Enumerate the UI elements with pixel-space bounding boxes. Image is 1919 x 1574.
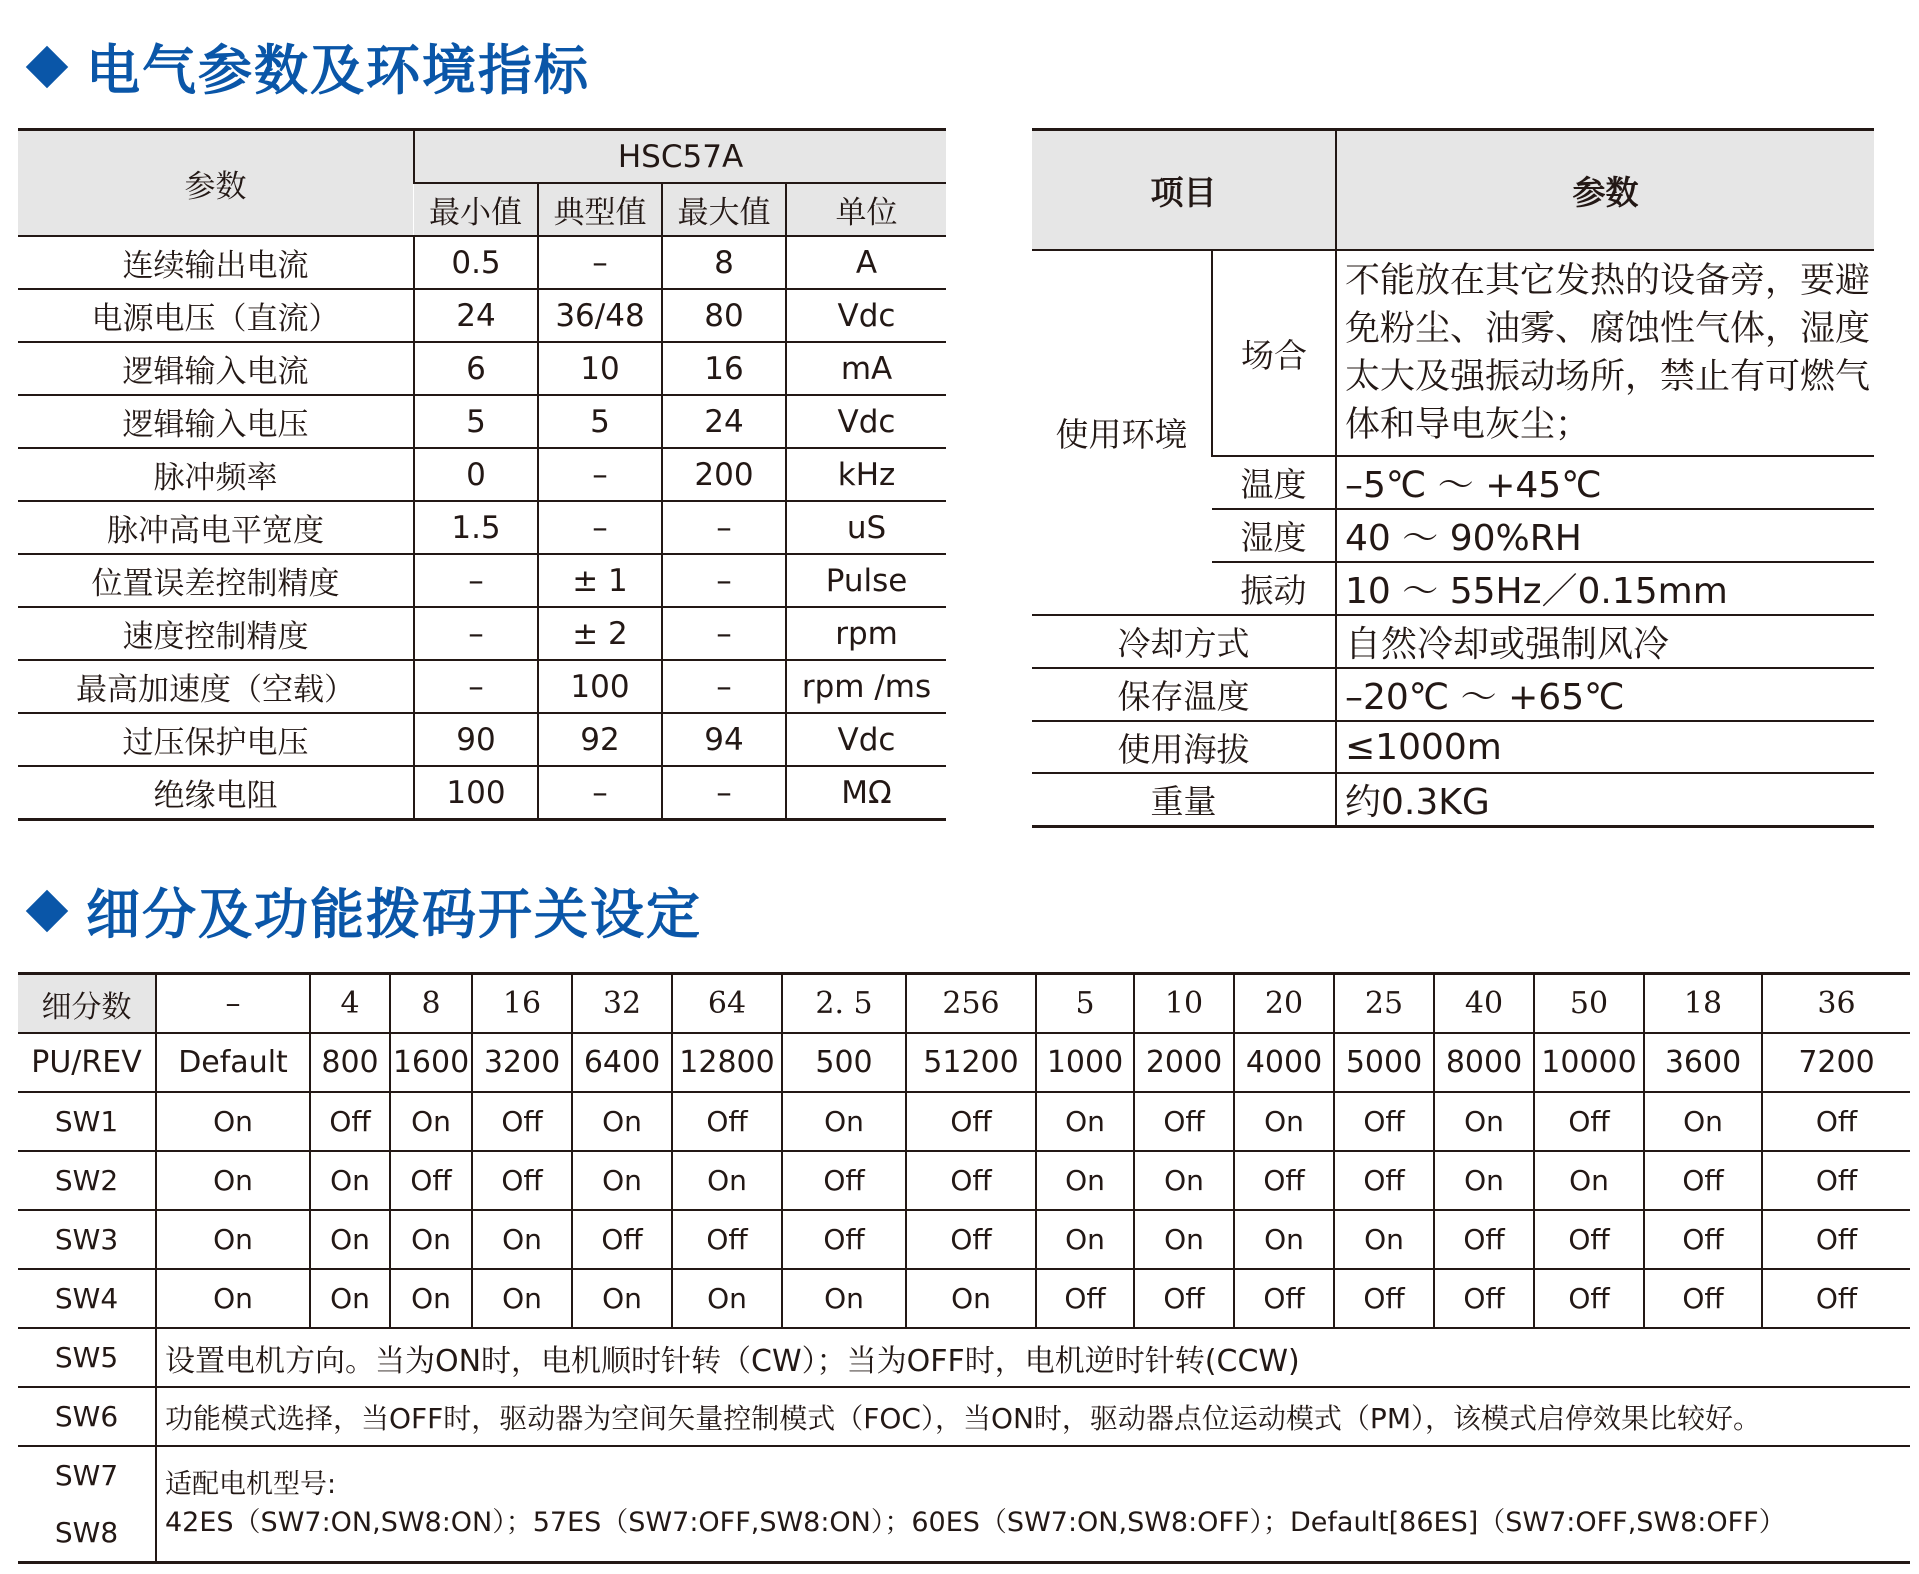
section-heading-dip: [22, 872, 702, 949]
model-header: HSC57A: [414, 130, 946, 184]
switch-state-cell: On: [1434, 1092, 1534, 1151]
table-row: [18, 1210, 1910, 1269]
cell-typ: 5: [538, 395, 662, 448]
cell-unit: Pulse: [786, 554, 946, 607]
table-row: [18, 1387, 1910, 1446]
cell-max: 24: [662, 395, 786, 448]
switch-state-cell: Off: [1534, 1210, 1644, 1269]
cell-min: –: [414, 554, 538, 607]
table-row: [18, 1092, 1910, 1151]
pu-cell: 5000: [1334, 1033, 1434, 1092]
switch-state-cell: On: [1036, 1092, 1134, 1151]
subdiv-cell: –: [156, 974, 310, 1034]
subdiv-cell: 40: [1434, 974, 1534, 1034]
pu-cell: 500: [782, 1033, 906, 1092]
table-row: [18, 395, 946, 448]
env-row-label: 重量: [1032, 773, 1336, 827]
env-sub-label: 温度: [1212, 456, 1336, 509]
switch-state-cell: Off: [782, 1210, 906, 1269]
subdiv-cell: 10: [1134, 974, 1234, 1034]
cell-unit: Vdc: [786, 289, 946, 342]
subdiv-cell: 50: [1534, 974, 1644, 1034]
switch-state-cell: On: [906, 1269, 1036, 1328]
subdiv-cell: 16: [472, 974, 572, 1034]
cell-typ: 10: [538, 342, 662, 395]
sw5-label: SW5: [18, 1328, 156, 1387]
switch-state-cell: On: [390, 1210, 472, 1269]
switch-state-cell: On: [1534, 1151, 1644, 1210]
cell-name: 逻辑输入电流: [18, 342, 414, 395]
switch-state-cell: On: [782, 1269, 906, 1328]
switch-state-cell: On: [1434, 1151, 1534, 1210]
switch-state-cell: Off: [1334, 1092, 1434, 1151]
switch-state-cell: Off: [672, 1210, 782, 1269]
section-title: 电气参数及环境指标: [86, 39, 590, 102]
pu-cell: 1600: [390, 1033, 472, 1092]
pu-cell: 800: [310, 1033, 390, 1092]
env-group-label: 使用环境: [1032, 250, 1212, 615]
cell-unit: MΩ: [786, 766, 946, 820]
table-row: [18, 1151, 1910, 1210]
cell-max: –: [662, 501, 786, 554]
switch-state-cell: On: [156, 1092, 310, 1151]
switch-state-cell: On: [1036, 1151, 1134, 1210]
env-sub-label: 振动: [1212, 562, 1336, 615]
switch-state-cell: Off: [672, 1092, 782, 1151]
subdiv-cell: 25: [1334, 974, 1434, 1034]
switch-state-cell: Off: [1534, 1092, 1644, 1151]
sw5-description: 设置电机方向。当为ON时，电机顺时针转（CW）；当为OFF时，电机逆时针转(CCW): [156, 1328, 1910, 1387]
pu-cell: 1000: [1036, 1033, 1134, 1092]
switch-state-cell: Off: [1762, 1210, 1910, 1269]
cell-unit: mA: [786, 342, 946, 395]
pu-cell: 7200: [1762, 1033, 1910, 1092]
switch-state-cell: Off: [906, 1151, 1036, 1210]
cell-typ: 92: [538, 713, 662, 766]
switch-state-cell: On: [310, 1151, 390, 1210]
cell-typ: –: [538, 766, 662, 820]
cell-name: 速度控制精度: [18, 607, 414, 660]
pu-cell: 51200: [906, 1033, 1036, 1092]
cell-unit: uS: [786, 501, 946, 554]
switch-state-cell: Off: [1762, 1092, 1910, 1151]
pu-cell: 10000: [1534, 1033, 1644, 1092]
table-row: [18, 448, 946, 501]
cell-unit: A: [786, 236, 946, 289]
switch-state-cell: On: [310, 1269, 390, 1328]
cell-typ: –: [538, 236, 662, 289]
cell-min: 5: [414, 395, 538, 448]
diamond-bullet-icon: [26, 889, 68, 931]
subdiv-cell: 8: [390, 974, 472, 1034]
pu-cell: 8000: [1434, 1033, 1534, 1092]
switch-state-cell: On: [672, 1151, 782, 1210]
switch-state-cell: Off: [390, 1151, 472, 1210]
cell-name: 最高加速度（空载）: [18, 660, 414, 713]
cell-name: 位置误差控制精度: [18, 554, 414, 607]
switch-state-cell: Off: [310, 1092, 390, 1151]
cell-min: 6: [414, 342, 538, 395]
cell-unit: rpm: [786, 607, 946, 660]
cell-min: –: [414, 607, 538, 660]
table-row: [18, 974, 1910, 1034]
subdiv-cell: 4: [310, 974, 390, 1034]
cell-unit: Vdc: [786, 713, 946, 766]
switch-state-cell: Off: [906, 1210, 1036, 1269]
col-header-unit: 单位: [786, 183, 946, 236]
cell-typ: –: [538, 501, 662, 554]
electrical-parameter-table: [18, 128, 946, 821]
item-header: 项目: [1032, 130, 1336, 251]
cell-max: –: [662, 554, 786, 607]
cell-min: –: [414, 660, 538, 713]
cell-max: 94: [662, 713, 786, 766]
cell-typ: –: [538, 448, 662, 501]
switch-state-cell: On: [156, 1269, 310, 1328]
cell-max: 16: [662, 342, 786, 395]
subdiv-label: 细分数: [18, 974, 156, 1034]
switch-state-cell: On: [156, 1210, 310, 1269]
sw7-label: SW7: [54, 1459, 119, 1492]
occasion-value: 不能放在其它发热的设备旁，要避免粉尘、油雾、腐蚀性气体，湿度太大及强振动场所，禁止有可燃气体和导电灰尘；: [1336, 250, 1874, 456]
env-row-value: –20℃ ～ +65℃: [1336, 668, 1874, 721]
pu-cell: 4000: [1234, 1033, 1334, 1092]
table-row: [18, 660, 946, 713]
env-row-label: 冷却方式: [1032, 615, 1336, 668]
subdiv-cell: 20: [1234, 974, 1334, 1034]
cell-name: 绝缘电阻: [18, 766, 414, 820]
switch-state-cell: Off: [1134, 1269, 1234, 1328]
table-row: [18, 236, 946, 289]
pu-cell: 6400: [572, 1033, 672, 1092]
switch-state-cell: Off: [1234, 1269, 1334, 1328]
sw6-description: 功能模式选择，当OFF时，驱动器为空间矢量控制模式（FOC），当ON时，驱动器点位运动模式（PM），该模式启停效果比较好。: [156, 1387, 1910, 1446]
subdiv-cell: 36: [1762, 974, 1910, 1034]
environment-table: [1032, 128, 1874, 828]
cell-max: 8: [662, 236, 786, 289]
switch-label: SW1: [18, 1092, 156, 1151]
env-sub-value: –5℃ ～ +45℃: [1336, 456, 1874, 509]
switch-state-cell: On: [572, 1269, 672, 1328]
switch-state-cell: On: [1036, 1210, 1134, 1269]
switch-state-cell: On: [672, 1269, 782, 1328]
pu-label: PU/REV: [18, 1033, 156, 1092]
switch-state-cell: On: [782, 1092, 906, 1151]
subdiv-cell: 256: [906, 974, 1036, 1034]
switch-state-cell: Off: [1434, 1210, 1534, 1269]
cell-min: 0.5: [414, 236, 538, 289]
cell-name: 脉冲频率: [18, 448, 414, 501]
subdiv-cell: 18: [1644, 974, 1762, 1034]
switch-label: SW2: [18, 1151, 156, 1210]
switch-state-cell: Off: [1134, 1092, 1234, 1151]
env-row-value: 约0.3KG: [1336, 773, 1874, 827]
subdiv-cell: 5: [1036, 974, 1134, 1034]
switch-state-cell: On: [572, 1092, 672, 1151]
cell-min: 90: [414, 713, 538, 766]
switch-state-cell: Off: [1762, 1151, 1910, 1210]
cell-unit: Vdc: [786, 395, 946, 448]
switch-state-cell: Off: [1036, 1269, 1134, 1328]
switch-state-cell: On: [1134, 1210, 1234, 1269]
occasion-label: 场合: [1212, 250, 1336, 456]
param-header: 参数: [1336, 130, 1874, 251]
pu-cell: 3200: [472, 1033, 572, 1092]
subdiv-cell: 32: [572, 974, 672, 1034]
cell-typ: ± 2: [538, 607, 662, 660]
switch-state-cell: On: [1134, 1151, 1234, 1210]
table-row: [18, 501, 946, 554]
table-row: [18, 289, 946, 342]
table-row: [18, 607, 946, 660]
env-row-value: 自然冷却或强制风冷: [1336, 615, 1874, 668]
switch-state-cell: Off: [1644, 1210, 1762, 1269]
env-row-label: 使用海拔: [1032, 721, 1336, 773]
cell-name: 脉冲高电平宽度: [18, 501, 414, 554]
switch-state-cell: On: [390, 1269, 472, 1328]
env-row-value: ≤1000m: [1336, 721, 1874, 773]
pu-cell: Default: [156, 1033, 310, 1092]
table-row: [18, 554, 946, 607]
table-row: [18, 342, 946, 395]
cell-name: 连续输出电流: [18, 236, 414, 289]
cell-name: 逻辑输入电压: [18, 395, 414, 448]
switch-state-cell: Off: [1334, 1151, 1434, 1210]
cell-name: 过压保护电压: [18, 713, 414, 766]
section-heading-electrical: [22, 28, 590, 105]
cell-min: 24: [414, 289, 538, 342]
subdiv-cell: 64: [672, 974, 782, 1034]
switch-state-cell: On: [472, 1269, 572, 1328]
cell-typ: 100: [538, 660, 662, 713]
switch-state-cell: Off: [472, 1151, 572, 1210]
cell-max: 80: [662, 289, 786, 342]
switch-state-cell: Off: [1644, 1269, 1762, 1328]
sw8-label: SW8: [18, 1504, 156, 1563]
cell-unit: kHz: [786, 448, 946, 501]
switch-state-cell: Off: [472, 1092, 572, 1151]
switch-state-cell: Off: [1534, 1269, 1644, 1328]
table-row: [18, 713, 946, 766]
env-sub-value: 40 ～ 90%RH: [1336, 509, 1874, 562]
subdiv-cell: 2. 5: [782, 974, 906, 1034]
switch-state-cell: On: [1334, 1210, 1434, 1269]
pu-cell: 2000: [1134, 1033, 1234, 1092]
table-row: [18, 1446, 1910, 1504]
cell-max: 200: [662, 448, 786, 501]
col-header-max: 最大值: [662, 183, 786, 236]
table-row: [18, 1269, 1910, 1328]
cell-max: –: [662, 766, 786, 820]
env-row-label: 保存温度: [1032, 668, 1336, 721]
cell-min: 100: [414, 766, 538, 820]
switch-state-cell: Off: [1434, 1269, 1534, 1328]
diamond-bullet-icon: [26, 45, 68, 87]
sw78-description: [156, 1446, 1910, 1563]
env-sub-label: 湿度: [1212, 509, 1336, 562]
col-header-min: 最小值: [414, 183, 538, 236]
switch-state-cell: Off: [1334, 1269, 1434, 1328]
sw6-label: SW6: [18, 1387, 156, 1446]
switch-state-cell: Off: [906, 1092, 1036, 1151]
cell-typ: ± 1: [538, 554, 662, 607]
col-header-typ: 典型值: [538, 183, 662, 236]
switch-state-cell: On: [1644, 1092, 1762, 1151]
cell-max: –: [662, 607, 786, 660]
switch-label: SW4: [18, 1269, 156, 1328]
switch-state-cell: On: [310, 1210, 390, 1269]
switch-state-cell: On: [156, 1151, 310, 1210]
switch-state-cell: On: [1234, 1210, 1334, 1269]
table-row: [18, 1033, 1910, 1092]
switch-state-cell: On: [572, 1151, 672, 1210]
pu-cell: 12800: [672, 1033, 782, 1092]
switch-state-cell: Off: [1234, 1151, 1334, 1210]
switch-state-cell: On: [472, 1210, 572, 1269]
sw78-line2: 42ES（SW7:ON,SW8:ON）；57ES（SW7:OFF,SW8:ON）；60ES（SW7:ON,SW8:OFF）；Default[86ES]（SW7:OFF,SW8:OFF）: [165, 1507, 1786, 1538]
env-sub-value: 10 ～ 55Hz／0.15mm: [1336, 562, 1874, 615]
switch-state-cell: Off: [1644, 1151, 1762, 1210]
cell-name: 电源电压（直流）: [18, 289, 414, 342]
section-title: 细分及功能拨码开关设定: [86, 883, 702, 946]
cell-unit: rpm /ms: [786, 660, 946, 713]
switch-label: SW3: [18, 1210, 156, 1269]
cell-min: 0: [414, 448, 538, 501]
cell-min: 1.5: [414, 501, 538, 554]
cell-typ: 36/48: [538, 289, 662, 342]
param-header: 参数: [18, 130, 414, 237]
switch-state-cell: Off: [572, 1210, 672, 1269]
switch-state-cell: Off: [782, 1151, 906, 1210]
table-row: [18, 766, 946, 820]
pu-cell: 3600: [1644, 1033, 1762, 1092]
switch-state-cell: On: [1234, 1092, 1334, 1151]
switch-state-cell: On: [390, 1092, 472, 1151]
table-row: [18, 1328, 1910, 1387]
dip-switch-table: [18, 972, 1910, 1564]
cell-max: –: [662, 660, 786, 713]
switch-state-cell: Off: [1762, 1269, 1910, 1328]
sw78-line1: 适配电机型号:: [165, 1469, 337, 1500]
